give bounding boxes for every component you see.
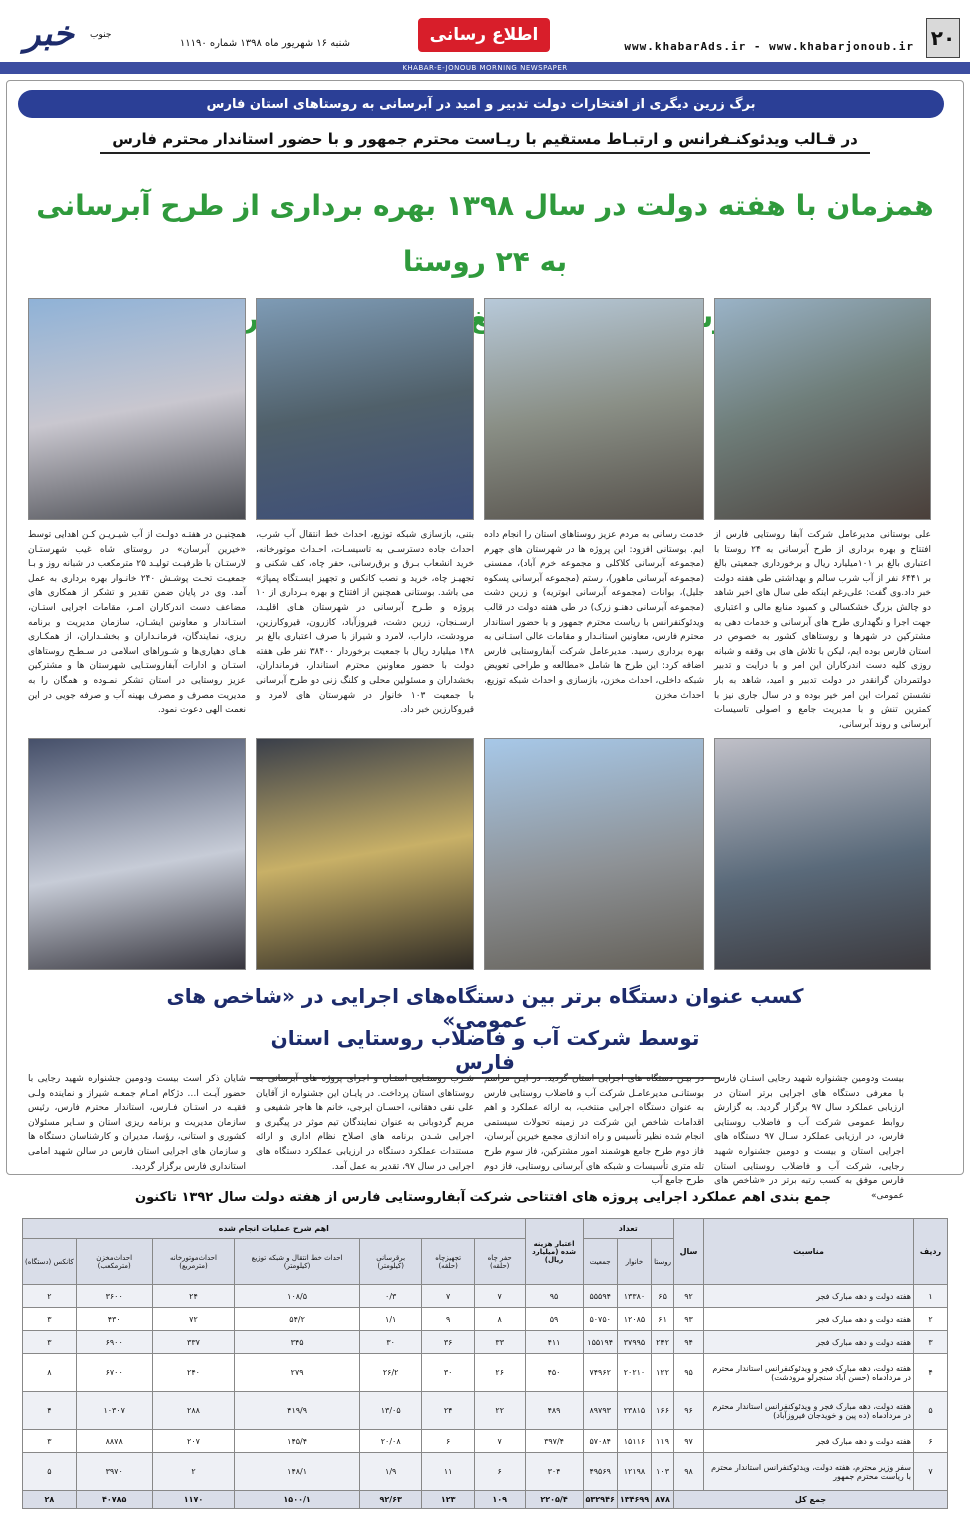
th-count: تعداد [583, 1219, 673, 1239]
table-row [23, 1354, 948, 1392]
cell-power: ۲۰/۰۸ [359, 1430, 422, 1453]
cell-tank: ۶۷۰۰ [76, 1354, 152, 1392]
cell-row: ۷ [914, 1453, 948, 1491]
cell-row: ۶ [914, 1430, 948, 1453]
total-power: ۹۲/۶۳ [359, 1491, 422, 1509]
cell-power: ۱۳/۰۵ [359, 1392, 422, 1430]
cell-population: ۵۰۷۵۰ [583, 1308, 617, 1331]
cell-occasion: هفته دولت و دهه مبارک فجر [704, 1430, 914, 1453]
cell-households: ۱۲۰۸۵ [617, 1308, 651, 1331]
cell-pump: ۲۴ [152, 1285, 235, 1308]
cell-pump: ۲۸۸ [152, 1392, 235, 1430]
cell-households: ۱۲۱۹۸ [617, 1453, 651, 1491]
cell-row: ۳ [914, 1331, 948, 1354]
cell-pump: ۷۲ [152, 1308, 235, 1331]
photo-official-speaking [28, 298, 246, 520]
cell-well: ۳۳ [474, 1331, 525, 1354]
table-total-row [23, 1491, 948, 1509]
cell-equip: ۳۶ [422, 1331, 474, 1354]
cell-power: ۱/۹ [359, 1453, 422, 1491]
cell-occasion: هفته دولت و دهه مبارک فجر [704, 1308, 914, 1331]
total-kiosk: ۲۸ [23, 1491, 77, 1509]
cell-kiosk: ۴ [23, 1392, 77, 1430]
cell-kiosk: ۳ [23, 1430, 77, 1453]
cell-villages: ۱۱۹ [652, 1430, 674, 1453]
th-credit: اعتبار هزینه شده (میلیارد ریال) [525, 1219, 583, 1285]
article1-subtitle: در قـالب ویدئوکنـفرانس و ارتبـاط مستقیم با ریـاست محترم جمهور و با حضور استاندار محترم فارس [100, 130, 870, 154]
page-number: ۲۰ [926, 18, 960, 58]
th-operations: اهم شرح عملیات انجام شده [23, 1219, 526, 1239]
cell-tank: ۳۶۰۰ [76, 1285, 152, 1308]
table-row [23, 1308, 948, 1331]
article2-headline: کسب عنوان دستگاه برتر بین دستگاه‌های اجرایی در «شاخص های عمومی» [166, 984, 804, 1032]
cell-well: ۶ [474, 1453, 525, 1491]
cell-equip: ۷ [422, 1285, 474, 1308]
cell-credit: ۴۸۹ [525, 1392, 583, 1430]
article1-column-4: همچنیـن در هفتـه دولـت از آب شیـریـن کـن اهدایی توسط «خیرین آبرسان» در روستای شاه غیب شهرستـان لارستـان با ظرفیـت تولیـد ۲۵ مترمکعب در شبانه روز و بـا جمعیـت تحـت پوشـش ۲۴۰ خانـوار بهره برداری به عمل آمد. وی در پایان ضمن تقدیر و تشکر از همکاری های مضاعف دست اندرکاران امـر، مقامات اجرایی استـان، استـاندار و معاونین ایشـان، سازمان مدیریت و برنامه ریزی، نمایندگان، فرمانـداران و بخشـداران، از همکـاری هـای دهیاری‌ها و شـوراهای اسلامی در سـطـح روستاهای استـان و ادارات آبفاروستـایی شهرستان ها و مشترکین عزیز روستایی در استان تشکر نمـوده و همگان را به مدیریت مصرف و مصرف بهینه آب و صرفه جویی در این نعمت الهی دعوت نمود. [28, 530, 247, 716]
cell-line: ۱۰۸/۵ [235, 1285, 360, 1308]
table-body [23, 1285, 948, 1509]
logo-subtext: جنوب [90, 30, 112, 40]
cell-equip: ۶ [422, 1430, 474, 1453]
headline-line-1: همزمان با هفته دولت در سال ۱۳۹۸ بهره برداری از طرح آبرسانی به ۲۴ روستا [36, 189, 934, 278]
cell-row: ۵ [914, 1392, 948, 1430]
cell-households: ۱۵۱۱۶ [617, 1430, 651, 1453]
total-well: ۱۰۹ [474, 1491, 525, 1509]
cell-households: ۲۳۸۱۵ [617, 1392, 651, 1430]
cell-equip: ۲۴ [422, 1392, 474, 1430]
th-tank: احداث‌مخزن (مترمکعب) [76, 1239, 152, 1285]
cell-households: ۱۳۳۸۰ [617, 1285, 651, 1308]
cell-line: ۱۴۵/۴ [235, 1430, 360, 1453]
th-population: جمعیت [583, 1239, 617, 1285]
total-pump: ۱۱۷۰ [152, 1491, 235, 1509]
th-pump: احداث‌موتورخانه (مترمربع) [152, 1239, 235, 1285]
cell-population: ۵۵۵۹۴ [583, 1285, 617, 1308]
cell-line: ۳۴۵ [235, 1331, 360, 1354]
cell-population: ۷۴۹۶۲ [583, 1354, 617, 1392]
cell-pump: ۲ [152, 1453, 235, 1491]
photo-speaker-podium [714, 298, 931, 520]
cell-villages: ۲۴۲ [652, 1331, 674, 1354]
table-row [23, 1453, 948, 1491]
article1-banner: برگ زرین دیگری از افتخارات دولت تدبیر و امید در آبرسانی به روستاهای استان فارس [18, 90, 944, 118]
table-row [23, 1331, 948, 1354]
newspaper-logo: خبر [23, 14, 75, 54]
total-population: ۵۳۲۹۴۶ [583, 1491, 617, 1509]
cell-kiosk: ۸ [23, 1354, 77, 1392]
cell-villages: ۱۲۲ [652, 1354, 674, 1392]
cell-year: ۹۳ [674, 1308, 704, 1331]
cell-villages: ۶۱ [652, 1308, 674, 1331]
cell-tank: ۳۹۷۰ [76, 1453, 152, 1491]
cell-villages: ۶۵ [652, 1285, 674, 1308]
cell-year: ۹۲ [674, 1285, 704, 1308]
cell-equip: ۹ [422, 1308, 474, 1331]
photo-pump-inauguration [484, 298, 704, 520]
cell-line: ۲۷۹ [235, 1354, 360, 1392]
cell-year: ۹۶ [674, 1392, 704, 1430]
cell-row: ۲ [914, 1308, 948, 1331]
article2-subheadline: توسط شرکت آب و فاضلاب روستایی استان فارس [250, 1026, 720, 1079]
cell-line: ۴۱۹/۹ [235, 1392, 360, 1430]
cell-kiosk: ۵ [23, 1453, 77, 1491]
cell-row: ۱ [914, 1285, 948, 1308]
article2-column-3: شـرب روستـایی استـان و اجرای پروژه های آبرسانی به روستاهای استان پرداخت. در پایـان این جشنواره از آقایان علی نقی دهقانی، احسـان ایرجی، خانم ها هاجر شفیعی و مریم گردوبانی به عنوان نمایندگان تیم موثر در پیگیری و اجرایی شـدن برنامه های اصلاح نظام اداری و ارائه مستندات عملکرد دستگاه در ارزیابی عملکرد دستگاه های اجرایی در سال ۹۷، تقدیر به عمل آمد. [256, 1074, 474, 1172]
th-line: احداث خط انتقال و شبکه توزیع (کیلومتر) [235, 1239, 360, 1285]
th-power: برقرسانی (کیلومتر) [359, 1239, 422, 1285]
total-tank: ۴۰۷۸۵ [76, 1491, 152, 1509]
masthead-strip: KHABAR-E-JONOUB MORNING NEWSPAPER [0, 62, 970, 74]
cell-households: ۲۰۲۱۰ [617, 1354, 651, 1392]
article1-column-1: علی بوستانی مدیرعامل شرکت آبفا روستایی فارس از افتتاح و بهره برداری از طرح آبرسانی به ۲۴ روستا با اعتباری بالغ بر ۱۰۱میلیارد ریال و برخورداری جمعیتی بالغ بر ۶۴۴۱ نفر از آب شرب سالم و بهداشتی طی هفته دولت خبر داد.وی گفت: علی‌رغم اینکه طی سال های اخیر شاهد دو چالش بزرگ خشکسالی و کمبود منابع مالی و اعتباری جهت اجرا و نگهداری طرح های آبرسانی و خدمات دهی به مشترکین در شهرها و روستاهای کشور به خصوص در استان فارس بوده ایم، لیکن با تلاش های بی وقفه و شبانه روزی کلیه دست اندرکاران این امر و با درایت و تدبیر دولتمردان گرانقدر در دولت تدبیر و امید، شاهد به بار نشستن ثمرات این امر خیر بوده و در سال جاری نیز با کمترین تنش و با مدیریت جامع و اصولی تاسیسات آبرسانی و روند آبرسانی، [714, 530, 931, 730]
table-row [23, 1392, 948, 1430]
photo-groundbreaking [256, 738, 474, 970]
cell-well: ۸ [474, 1308, 525, 1331]
issue-date: شنبه ۱۶ شهریور ماه ۱۳۹۸ شماره ۱۱۱۹۰ [179, 38, 350, 49]
cell-pump: ۳۳۷ [152, 1331, 235, 1354]
cell-tank: ۸۸۷۸ [76, 1430, 152, 1453]
performance-table [22, 1218, 948, 1509]
cell-credit: ۹۵ [525, 1285, 583, 1308]
cell-villages: ۱۶۶ [652, 1392, 674, 1430]
cell-tank: ۴۳۰ [76, 1308, 152, 1331]
cell-households: ۳۷۹۹۵ [617, 1331, 651, 1354]
cell-credit: ۳۰۴ [525, 1453, 583, 1491]
table-title: جمع بندی اهم عملکرد اجرایی پروژه های افتتاحی شرکت آبفاروستایی فارس از هفته دولت سال ۱۳۹۲ تاکنون [135, 1190, 831, 1205]
cell-occasion: هفته دولت، دهه مبارک فجر و ویدئوکنفرانس استاندار محترم در مردادماه (حسن آباد سنجرلو مرودشت) [704, 1354, 914, 1392]
cell-line: ۵۴/۲ [235, 1308, 360, 1331]
th-well: حفر چاه (حلقه) [474, 1239, 525, 1285]
cell-occasion: هفته دولت و دهه مبارک فجر [704, 1331, 914, 1354]
total-villages: ۸۷۸ [652, 1491, 674, 1509]
cell-year: ۹۵ [674, 1354, 704, 1392]
cell-population: ۸۹۷۹۳ [583, 1392, 617, 1430]
cell-population: ۴۹۵۶۹ [583, 1453, 617, 1491]
cell-line: ۱۴۸/۱ [235, 1453, 360, 1491]
cell-kiosk: ۳ [23, 1331, 77, 1354]
cell-credit: ۴۵۰ [525, 1354, 583, 1392]
cell-year: ۹۷ [674, 1430, 704, 1453]
th-equip: تجهیزچاه (حلقه) [422, 1239, 474, 1285]
cell-occasion: سفر وزیر محترم، هفته دولت، ویدئوکنفرانس استاندار محترم با ریاست محترم جمهور [704, 1453, 914, 1491]
photo-ribbon-cutting [256, 298, 474, 520]
cell-power: ۰/۳ [359, 1285, 422, 1308]
cell-year: ۹۴ [674, 1331, 704, 1354]
cell-credit: ۳۹۷/۴ [525, 1430, 583, 1453]
masthead [0, 0, 970, 74]
total-label: جمع کل [674, 1491, 948, 1509]
th-households: خانوار [617, 1239, 651, 1285]
cell-tank: ۱۰۳۰۷ [76, 1392, 152, 1430]
total-line: ۱۵۰۰/۱ [235, 1491, 360, 1509]
total-credit: ۲۲۰۵/۴ [525, 1491, 583, 1509]
cell-occasion: هفته دولت و دهه مبارک فجر [704, 1285, 914, 1308]
article1-column-2: خدمت رسانی به مردم عزیز روستاهای استان را انجام داده ایم. بوستانی افزود: این پروژه ها در شهرستان های جهرم (مجموعه آبرسانی کلاکلی و مجموعه خرم آباد)، ممسنی (مجموعه آبرسانی ماهور)، رستم (مجموعه آبرسانی پسکوه جلیل)، بوانات (مجموعه آبرسانی ابوتریه) و زرین دشت (مجموعه آبرسانی دهنـو زرک) در طی هفته دولت در قالب ویدئوکنفرانس با ریاست محترم جمهور و با حضور استاندار محترم فارس، معاونین استانـدار و مقامات عالی استـانی به بهره برداری رسید. مدیرعامل شرکت آبفاروستایی فارس اضافه کرد: این طرح ها شامل «مطالعه و طراحی تعویض شبکه داخلی، احداث مخزن، بازسازی و احداث شبکه توزیع، احداث مخزن [484, 530, 704, 701]
cell-credit: ۵۹ [525, 1308, 583, 1331]
article2-column-4: شایان ذکر است بیست ودومین جشنواره شهید رجایی با حضور آیـت ا… دژکام امـام جمعـه شیراز و نماینده ولـی فقیـه در استـان فـارس، استاندار محترم فارس، رئیس سازمان مدیریت و برنامه ریزی استان و سـایر مسئولان کشوری و استانی، رؤسا، مدیران و کارشناسان دستگاه ها و سازمان های اجرایی استان فارس در سالن شهید امامی استانداری فارس برگزار گردید. [28, 1074, 246, 1172]
cell-population: ۵۷۰۸۴ [583, 1430, 617, 1453]
section-label: اطلاع رسانی [418, 18, 550, 52]
cell-kiosk: ۲ [23, 1285, 77, 1308]
cell-year: ۹۸ [674, 1453, 704, 1491]
cell-row: ۴ [914, 1354, 948, 1392]
article2-column-1: بیست ودومین جشنواره شهید رجایی استـان فارس با معرفی دستگاه های اجرایی برتر استان در ارزیابی عملکرد سال ۹۷ برگزار گردید. به گزارش روابط عمومی شرکت آب و فاضلاب روستایی فارس، در ارزیابی عملکرد سـال ۹۷ دستگاه های اجرایی استان و بیست و دومین جشنواره شهید رجایی، شرکت آب و فاضلاب روستایی استان فارس موفق به کسب رتبه برتر در «شاخص های عمومی» [714, 1074, 904, 1201]
cell-well: ۲۲ [474, 1392, 525, 1430]
th-occasion: مناسبت [704, 1219, 914, 1285]
cell-well: ۷ [474, 1285, 525, 1308]
cell-equip: ۳۰ [422, 1354, 474, 1392]
cell-occasion: هفته دولت، دهه مبارک فجر و ویدئوکنفرانس استاندار محترم در مردادماه (ده پین و خویدجان فیروزآباد) [704, 1392, 914, 1430]
cell-population: ۱۵۵۱۹۴ [583, 1331, 617, 1354]
website-urls[interactable]: www.khabarAds.ir - www.khabarjonoub.ir [624, 40, 914, 53]
th-villages: روستا [652, 1239, 674, 1285]
cell-equip: ۱۱ [422, 1453, 474, 1491]
total-households: ۱۳۴۶۹۹ [617, 1491, 651, 1509]
photo-award-ceremony [28, 738, 246, 970]
th-year: سال [674, 1219, 704, 1285]
cell-well: ۲۶ [474, 1354, 525, 1392]
cell-power: ۳۰ [359, 1331, 422, 1354]
total-equip: ۱۲۳ [422, 1491, 474, 1509]
cell-power: ۲۶/۲ [359, 1354, 422, 1392]
cell-pump: ۲۴۰ [152, 1354, 235, 1392]
cell-credit: ۴۱۱ [525, 1331, 583, 1354]
photo-award-plaque [484, 738, 704, 970]
article1-column-3: بتنی، بازسازی شبکه توزیع، احداث خط انتقال آب شرب، احداث جاده دسترسـی به تاسیسـات، احـداث موتورخانه، خرید انشعاب بـرق و برق‌رسانی، حفر چاه، کف شکنی و تجهیـز چاه، خرید و نصب کانکس و تجهیز ایسـتگاه پمپاژ» می باشد. بوستانی همچنین از افتتاح و بهره بـرداری از ۱۰ پروژه و طـرح آبرسانی در شهرستان هـای اقلیـد، ارسـنجان، زرین دشت، فیروزآباد، کازرون، قیروکارزین، مرودشت، داراب، لامرد و شیراز با صرف اعتباری بالغ بر ۱۴۸ میلیارد ریال با جمعیت برخوردار ۳۸۴۰۰ نفر طی هفته دولت با حضور معاونین محترم استاندار، فرمانداران، بخشداران و مسئولین محلی و کلنگ زنی دو طرح آبرسانی با جمعیت ۱۰۳ خانوار در شهرستان های لامرد و قیروکارزین خبر داد. [256, 530, 474, 716]
photo-lectern-speaker [714, 738, 931, 970]
table-row [23, 1285, 948, 1308]
th-row: ردیف [914, 1219, 948, 1285]
cell-power: ۱/۱ [359, 1308, 422, 1331]
cell-kiosk: ۳ [23, 1308, 77, 1331]
table-row [23, 1430, 948, 1453]
th-kiosk: کانکس (دستگاه) [23, 1239, 77, 1285]
cell-tank: ۶۹۰۰ [76, 1331, 152, 1354]
cell-villages: ۱۰۳ [652, 1453, 674, 1491]
cell-well: ۷ [474, 1430, 525, 1453]
cell-pump: ۲۰۷ [152, 1430, 235, 1453]
article2-column-2: در بیـن دستگاه های اجرایی استان گردید. در ایـن مراسم بوستانـی مدیرعامـل شرکت آب و فاضلاب روستایی فارس به عنوان دستگاه اجرایی منتخب، به ارائه عملکرد و اهم اقدامات شاخص این شرکت در زمینه تحولات سیستمی انجام شده نظیر تأسیس و راه اندازی مجمع خیرین آبرسان، فاز دوم طرح جامع هوشمند امور مشترکین، فاز سوم طرح تله متری تأسیسات و شبکه های آبرسانی روستایی، فاز دوم طرح جامع آب [484, 1074, 704, 1187]
